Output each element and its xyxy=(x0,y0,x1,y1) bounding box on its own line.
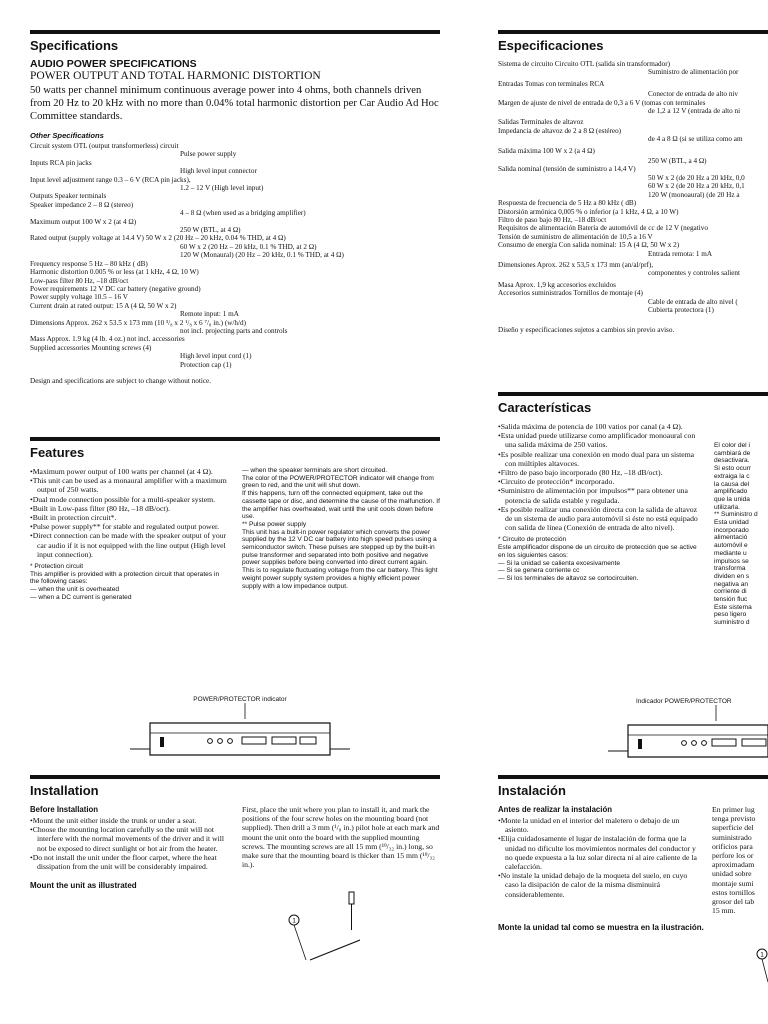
spec-line: Salidas Terminales de altavoz xyxy=(498,118,584,127)
spec-line: Pulse power supply xyxy=(180,150,237,159)
callout-number: 1 xyxy=(292,917,296,925)
mount-unit-title: Mount the unit as illustrated xyxy=(30,881,137,891)
spec-line: Inputs RCA pin jacks xyxy=(30,158,92,167)
spec-line: Salida nominal (tensión de suministro a 14,4 V) xyxy=(498,165,636,174)
installation-item: •Do not install the unit under the floor carpet, where the heat dissipation from the unit will be considerably impaired. xyxy=(30,852,217,872)
spec-line: Consumo de energía Con salida nominal: 15 A (4 Ω, 50 W x 2) xyxy=(498,241,680,250)
installation-instructions: First, place the unit where you plan to install it, and mark the positions of the four screw holes on the mounting board (not supplied). Then drill a 3 mm (¹/₈ in.) pilot hole at each mark and mount the unit onto the board with the supplied mounting screws. The mounting screws are all 15 mm (¹⁹/₃₂ in.) long, so make sure that the mounting board is thicker than 15 mm (¹⁹/₃₂ in.). xyxy=(242,805,440,870)
features-section xyxy=(30,437,440,602)
spec-line: Low-pass filter 80 Hz, –18 dB/oct xyxy=(30,276,129,285)
installation-list xyxy=(30,816,228,871)
spec-line: Outputs Speaker terminals xyxy=(30,192,107,201)
spec-line: componentes y controles salient xyxy=(648,269,741,278)
spec-line: Speaker impedance 2 – 8 Ω (stereo) xyxy=(30,200,134,209)
installation-item: •Mount the unit either inside the trunk or under a seat. xyxy=(30,816,197,825)
spec-line: Conector de entrada de alto niv xyxy=(648,90,739,99)
spec-line: de 1,2 a 12 V (entrada de alto ni xyxy=(648,107,741,116)
spec-line: Cubierta protectora (1) xyxy=(648,305,714,314)
spec-line: Power supply voltage 10.5 – 16 V xyxy=(30,293,128,302)
caracteristicas-list xyxy=(498,422,704,532)
circuito-proteccion-note: * Circuito de protección Este amplificador dispone de un circuito de protección que se active en los siguientes casos: — Si la unidad se calienta excesivamente — Si se genera corriente cc — Si los terminales de altavoz se cortocircuiten. xyxy=(498,536,697,582)
spec-line: Supplied accessories Mounting screws (4) xyxy=(30,343,152,352)
amplifier-diagram xyxy=(30,696,440,764)
instalacion-section xyxy=(498,775,768,1007)
english-column xyxy=(30,0,440,1024)
feature-item: •Salida máxima de potencia de 100 vatios por canal (a 4 Ω). xyxy=(498,422,683,431)
audio-power-title: AUDIO POWER SPECIFICATIONS xyxy=(30,58,197,70)
pulse-power-note: — when the speaker terminals are short circuited. The color of the POWER/PROTECTOR indicator will change from green to red, and the unit will shut down. If this happens, turn off the connected equipment, take out the cassette tape or disc, and determine the cause of the malfunction. If the amplifier has overheated, wait until the unit cools down before use. ** Pulse power supply This unit has a built-in power regulator which converts the power supplied by the 12 V DC car battery into high speed pulses using a semiconductor switch. These pulses are stepped up by the built-in pulse transformer and separated into both positive and negative power supplies before being converted into direct current again. This is to regulate fluctuating voltage from the car battery. This light weight power supply system provides a highly efficient power supply with a low impedance output. xyxy=(242,467,440,590)
spec-line: not incl. projecting parts and controls xyxy=(180,326,288,335)
especificaciones-list xyxy=(498,60,768,314)
spec-line: Dimensions Approx. 262 x 53.5 x 173 mm (10 ³/₈ x 2 ¹/₈ x 6 ⁷/₈ in.) (w/h/d) xyxy=(30,318,246,327)
instalacion-list xyxy=(498,816,702,899)
indicator-label: POWER/PROTECTOR indicator xyxy=(193,696,287,703)
spec-line: 250 W (BTL, at 4 Ω) xyxy=(180,226,241,235)
spec-line: Remote input: 1 mA xyxy=(180,310,239,319)
spec-line: 120 W (Monaural) (20 Hz – 20 kHz, 0.1 % THD, at 4 Ω) xyxy=(180,251,344,260)
spec-line: Rated output (supply voltage at 14.4 V) 50 W x 2 (20 Hz – 20 kHz, 0.04 % THD, at 4 Ω) xyxy=(30,234,286,243)
feature-item: •Built in Low-pass filter (80 Hz, –18 dB/oct). xyxy=(30,503,170,513)
spec-line: 4 – 8 Ω (when used as a bridging amplifier) xyxy=(180,209,306,218)
feature-item: •Dual mode connection possible for a multi-speaker system. xyxy=(30,494,216,504)
spec-line: Requisitos de alimentación Batería de automóvil de cc de 12 V (negativo xyxy=(498,224,708,233)
spec-line: Masa Aprox. 1,9 kg accesorios excluidos xyxy=(498,280,616,289)
spec-line: Protection cap (1) xyxy=(180,360,232,369)
spec-line: Dimensiones Aprox. 262 x 53,5 x 173 mm (an/al/prf), xyxy=(498,260,654,269)
instalacion-heading: Instalación xyxy=(498,783,566,798)
spec-line: 50 W x 2 (de 20 Hz a 20 kHz, 0,0 xyxy=(648,173,745,182)
spec-line: Respuesta de frecuencia de 5 Hz a 80 kHz ( dB) xyxy=(498,199,637,208)
spanish-column xyxy=(498,0,768,1024)
power-output-text: 50 watts per channel minimum continuous average power into 4 ohms, both channels driven from 20 Hz to 20 kHz with no more than 0.04% total harmonic distortion per Car Audio Ad Hoc Committee standards. xyxy=(30,85,439,122)
feature-item: •This unit can be used as a monaural amplifier with a maximum output of 250 watts. xyxy=(30,476,227,495)
spec-line: Cable de entrada de alto nivel ( xyxy=(648,297,738,306)
spec-line: 60 W x 2 (de 20 Hz a 20 kHz, 0,1 xyxy=(648,182,745,191)
spec-line: 120 W (monoaural) (de 20 Hz a xyxy=(648,190,740,199)
installation-item: •Monte la unidad en el interior del maletero o debajo de un asiento. xyxy=(498,816,680,835)
spec-line: High level input connector xyxy=(180,167,257,176)
spec-line: 250 W (BTL, a 4 Ω) xyxy=(648,157,707,166)
caracteristicas-section xyxy=(498,392,768,627)
feature-item: •Circuito de protección* incorporado. xyxy=(498,477,615,487)
installation-item: •No instale la unidad debajo de la moqueta del suelo, en cuyo caso la disipación de calor de la misma disminuirá considerablemente. xyxy=(498,871,688,899)
spec-line: Tensión de suministro de alimentación de 10,5 a 16 V xyxy=(498,232,653,241)
spec-line: Input level adjustment range 0.3 – 6 V (RCA pin jacks), xyxy=(30,175,191,184)
amplifier-illustration-es xyxy=(498,705,768,761)
features-heading: Features xyxy=(30,445,85,460)
callout-number-es: 1 xyxy=(760,951,764,959)
spec-line: Salida máxima 100 W x 2 (a 4 Ω) xyxy=(498,146,595,155)
specifications-footer: Design and specifications are subject to change without notice. xyxy=(30,376,212,385)
spec-line: Entrada remota: 1 mA xyxy=(648,249,713,258)
feature-item: •Suministro de alimentación por impulsos** para obtener una potencia de salida estable y regulada. xyxy=(498,486,688,505)
spec-line: Harmonic distortion 0.005 % or less (at 1 kHz, 4 Ω, 10 W) xyxy=(30,268,199,277)
spec-line: Maximum output 100 W x 2 (at 4 Ω) xyxy=(30,217,137,226)
caracteristicas-heading: Características xyxy=(498,400,592,415)
spec-line: Accesorios suministrados Tornillos de montaje (4) xyxy=(498,289,643,298)
especificaciones-section xyxy=(498,30,768,335)
mounting-illustration xyxy=(30,890,360,980)
feature-item: •Es posible realizar una conexión en modo dual para un sistema con múltiples altavoces. xyxy=(498,449,695,468)
amplifier-illustration xyxy=(30,703,400,759)
spec-line: Mass Approx. 1.9 kg (4 lb. 4 oz.) not incl. accessories xyxy=(30,335,185,344)
antes-instalacion-title: Antes de realizar la instalación xyxy=(498,805,612,814)
spec-line: Impedancia de altavoz de 2 a 8 Ω (estéreo) xyxy=(498,126,622,135)
spec-line: Suministro de alimentación por xyxy=(648,68,739,77)
before-installation-title: Before Installation xyxy=(30,805,99,814)
protection-circuit-note: * Protection circuit This amplifier is provided with a protection circuit that operates in the following cases: — when the unit is overheated — when a DC current is generated xyxy=(30,563,220,601)
features-list xyxy=(30,467,228,559)
feature-item: •Maximum power output of 100 watts per channel (at 4 Ω). xyxy=(30,467,213,476)
spec-line: Filtro de paso bajo 80 Hz, –18 dB/oct xyxy=(498,215,607,224)
suministro-note: El color del i cambiará de desactivara. Si esto ocurr extraiga la c la causa del amplificado que la unida utilizarla. ** Suministro d Esta unidad incorporado alimentació automóvil e mediante u impulsos se transforma dividen en s negativa an corriente di tensión fluc Este sistema peso ligero suministro d xyxy=(714,442,758,627)
instalacion-instructions: En primer lug tenga previsto superficie del suministrado orificios para perfore los or aproximadam unidad sobre montaje sumi estos tornillos grosor del tab 15 mm. xyxy=(712,805,756,916)
indicator-label-es: Indicador POWER/PROTECTOR xyxy=(636,698,732,705)
especificaciones-heading: Especificaciones xyxy=(498,38,604,53)
especificaciones-footer: Diseño y especificaciones sujetos a cambios sin previo aviso. xyxy=(498,326,675,335)
specifications-heading: Specifications xyxy=(30,38,119,53)
spec-line: Sistema de circuito Circuito OTL (salida sin transformador) xyxy=(498,60,670,68)
spec-line: Circuit system OTL (output transformerless) circuit xyxy=(30,142,179,150)
spec-line: High level input cord (1) xyxy=(180,352,252,361)
mounting-illustration-es xyxy=(498,932,768,1002)
monte-unidad-title: Monte la unidad tal como se muestra en la ilustración. xyxy=(498,923,704,933)
specifications-section xyxy=(30,30,440,385)
spec-line: de 4 a 8 Ω (si se utiliza como am xyxy=(648,135,743,144)
spec-line: Distorsión armónica 0,005 % o inferior (a 1 kHz, 4 Ω, a 10 W) xyxy=(498,207,679,216)
installation-item: •Elija cuidadosamente el lugar de instalación de forma que la unidad no dificulte los movimientos normales del conductor y no quede expuesta a la luz solar directa ni al aire caliente de la calefacción. xyxy=(498,834,697,872)
spec-line: Current drain at rated output: 15 A (4 Ω, 50 W x 2) xyxy=(30,301,177,310)
feature-item: •Pulse power supply** for stable and regulated output power. xyxy=(30,522,220,532)
spec-line: Entradas Tomas con terminales RCA xyxy=(498,79,605,88)
feature-item: •Filtro de paso bajo incorporado (80 Hz, –18 dB/oct). xyxy=(498,468,663,478)
feature-item: •Es posible realizar una conexión directa con la salida de altavoz de un sistema de audio para automóvil si éste no está equipado con salida de línea (Conexión de entrada de alto nivel). xyxy=(498,504,698,533)
spec-line: Power requirements 12 V DC car battery (negative ground) xyxy=(30,284,201,293)
amplifier-diagram-es xyxy=(498,698,768,766)
feature-item: •Esta unidad puede utilizarse como amplificador monoaural con una salida máxima de 250 vatios. xyxy=(498,431,696,450)
feature-item: •Built in protection circuit*. xyxy=(30,513,117,523)
power-output-title: POWER OUTPUT AND TOTAL HARMONIC DISTORTION xyxy=(30,70,321,82)
specifications-list xyxy=(30,142,440,369)
spec-line: 1.2 – 12 V (High level input) xyxy=(180,184,264,193)
installation-item: •Choose the mounting location carefully so the unit will not interfere with the normal movements of the driver and it will not be exposed to direct sunlight or hot air from the heater. xyxy=(30,825,225,853)
spec-line: Margen de ajuste de nivel de entrada de 0,3 a 6 V (tomas con terminales xyxy=(498,98,706,107)
feature-item: •Direct connection can be made with the speaker output of your car audio if it is not equipped with the line output (High level input connection). xyxy=(30,531,227,559)
spec-line: Frequency response 5 Hz – 80 kHz ( dB) xyxy=(30,259,148,268)
installation-heading: Installation xyxy=(30,783,99,798)
installation-section xyxy=(30,775,440,985)
other-specifications-title: Other Specifications xyxy=(30,131,104,140)
spec-line: 60 W x 2 (20 Hz – 20 kHz, 0.1 % THD, at 2 Ω) xyxy=(180,242,317,251)
